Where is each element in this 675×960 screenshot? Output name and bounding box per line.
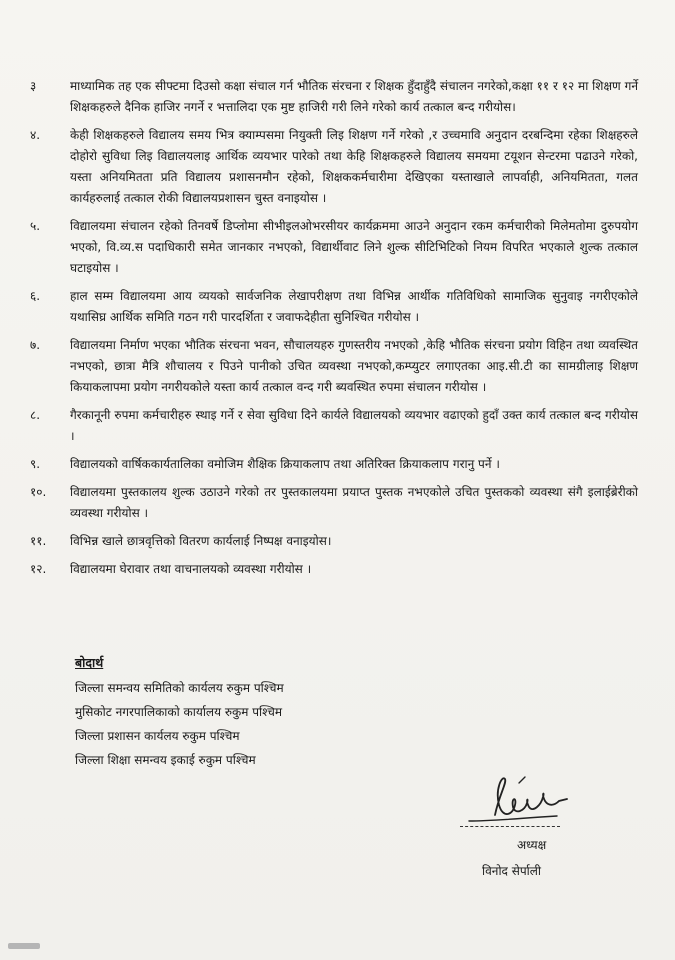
item-text: माध्यामिक तह एक सीफ्टमा दिउसो कक्षा संचाल गर्न भौतिक संरचना र शिक्षक हुँदाहुँदै संचालन नगरेको,कक्षा ११ र १२ मा शिक्षण गर्ने शिक्षकहरुले दैनिक हाजिर नगर्ने र भत्तालिदा एक मुष्ट हाजिरी गरी लिने गरेको कार्य तत्काल बन्द गरीयोस। (70, 79, 638, 114)
signatory-name: विनोद सेर्पाली (482, 864, 542, 878)
item-text: विद्यालयमा संचालन रहेको तिनवर्षे डिप्लोमा सीभीइलओभरसीयर कार्यक्रममा आउने अनुदान रकम कर्मचारीको मिलेमतोमा दुरुपयोग भएको, वि.व्य.स पदाधिकारी समेत जानकार नभएको, विद्यार्थीवाट लिने शुल्क सीटिभिटिको नियम विपरित भएकाले शुल्क तत्काल घटाइयोस । (70, 219, 638, 275)
list-item (30, 405, 638, 447)
list-item (30, 482, 638, 524)
item-number: ३ (30, 79, 37, 93)
item-text: केही शिक्षकहरुले विद्यालय समय भित्र क्याम्पसमा नियुक्ती लिइ शिक्षण गर्ने गरेको ,र उच्चमावि अनुदान दरबन्दिमा रहेका शिक्षहरुले दोहोरो सुविधा लिइ विद्यालयलाइ आर्थिक व्ययभार पारेको तथा केहि शिक्षकहरुले विद्यालय समयमा टयूशन सेन्टरमा पढाउने गरेको, यस्ता अनियमितता प्रति विद्यालय प्रशासनमौन रहेको, शिक्षककर्मचारीमा देखिएका यस्ताखाले लापर्वाही, अनियमितता, गलत कार्यहरुलाई तत्काल रोकी विद्यालयप्रशासन चुस्त वनाइयोस । (70, 128, 638, 205)
item-number: १०. (30, 485, 47, 499)
item-number: ५. (30, 219, 41, 233)
item-text: हाल सम्म विद्यालयमा आय व्ययको सार्वजनिक लेखापरीक्षण तथा विभिन्न आर्थीक गतिविधिको सामाजिक सुनुवाइ नगरीएकोले यथासिघ्र आर्थिक समिति गठन गरी पारदर्शिता र जवाफदेहीता सुनिश्चित गरीयोस । (70, 289, 638, 324)
item-number: ११. (30, 534, 47, 548)
item-number: ८. (30, 408, 41, 422)
list-item (30, 125, 638, 209)
item-number: ६. (30, 289, 41, 303)
item-text: विद्यालयमा घेरावार तथा वाचनालयको व्यवस्था गरीयोस । (70, 562, 312, 576)
item-number: ४. (30, 128, 41, 142)
signature-line (460, 826, 560, 827)
item-text: गैरकानूनी रुपमा कर्मचारीहरु स्थाइ गर्ने र सेवा सुविधा दिने कार्यले विद्यालयको व्ययभार वढाएको हुदाँ उक्त कार्य तत्काल बन्द गरीयोस । (70, 408, 638, 443)
item-number: ७. (30, 338, 41, 352)
demand-list (30, 76, 638, 587)
item-text: विद्यालयको वार्षिककार्यतालिका वमोजिम शैक्षिक क्रियाकलाप तथा अतिरिक्त क्रियाकलाप गरानु पर्ने । (70, 457, 500, 471)
list-item (30, 216, 638, 279)
list-item (30, 335, 638, 398)
item-number: ९. (30, 457, 41, 471)
cc-recipient: जिल्ला समन्वय समितिको कार्यलय रुकुम पश्चिम (75, 681, 284, 695)
list-item (30, 286, 638, 328)
scan-watermark-mark (8, 943, 40, 949)
list-item (30, 531, 638, 552)
cc-heading: बोदार्थ (75, 655, 104, 670)
item-text: विभिन्न खाले छात्रवृत्तिको वितरण कार्यलाई निष्पक्ष वनाइयोस। (70, 534, 332, 548)
item-text: विद्यालयमा निर्माण भएका भौतिक संरचना भवन, सौचालयहरु गुणस्तरीय नभएको ,केहि भौतिक संरचना प्रयोग विहिन तथा व्यवस्थित नभएको, छात्रा मैत्रि शौचालय र पिउने पानीको उचित व्यवस्था नभएको,कम्प्युटर लगाएतका आइ.सी.टी का सामग्रीलाइ शिक्षण कियाकलापमा प्रयोग नगरीयकोले यस्ता कार्य तत्काल वन्द गरी ब्यवस्थित रुपमा संचालन गरीयोस । (70, 338, 638, 394)
cc-recipient: जिल्ला शिक्षा समन्वय इकाई रुकुम पश्चिम (75, 753, 256, 767)
list-item (30, 559, 638, 580)
carbon-copy-block (75, 652, 415, 772)
list-item (30, 454, 638, 475)
item-text: विद्यालयमा पुस्तकालय शुल्क उठाउने गरेको तर पुस्तकालयमा प्रयाप्त पुस्तक नभएकोले उचित पुस्तकको व्यवस्था संगै इलाईब्रेरीको व्यवस्था गरीयोस । (70, 485, 638, 520)
cc-recipient: जिल्ला प्रशासन कार्यलय रुकुम पश्चिम (75, 729, 240, 743)
item-number: १२. (30, 562, 47, 576)
list-item (30, 76, 638, 118)
cc-recipient: मुसिकोट नगरपालिकाको कार्यालय रुकुम पश्चिम (75, 705, 283, 719)
signatory-title: अध्यक्ष (517, 838, 547, 852)
